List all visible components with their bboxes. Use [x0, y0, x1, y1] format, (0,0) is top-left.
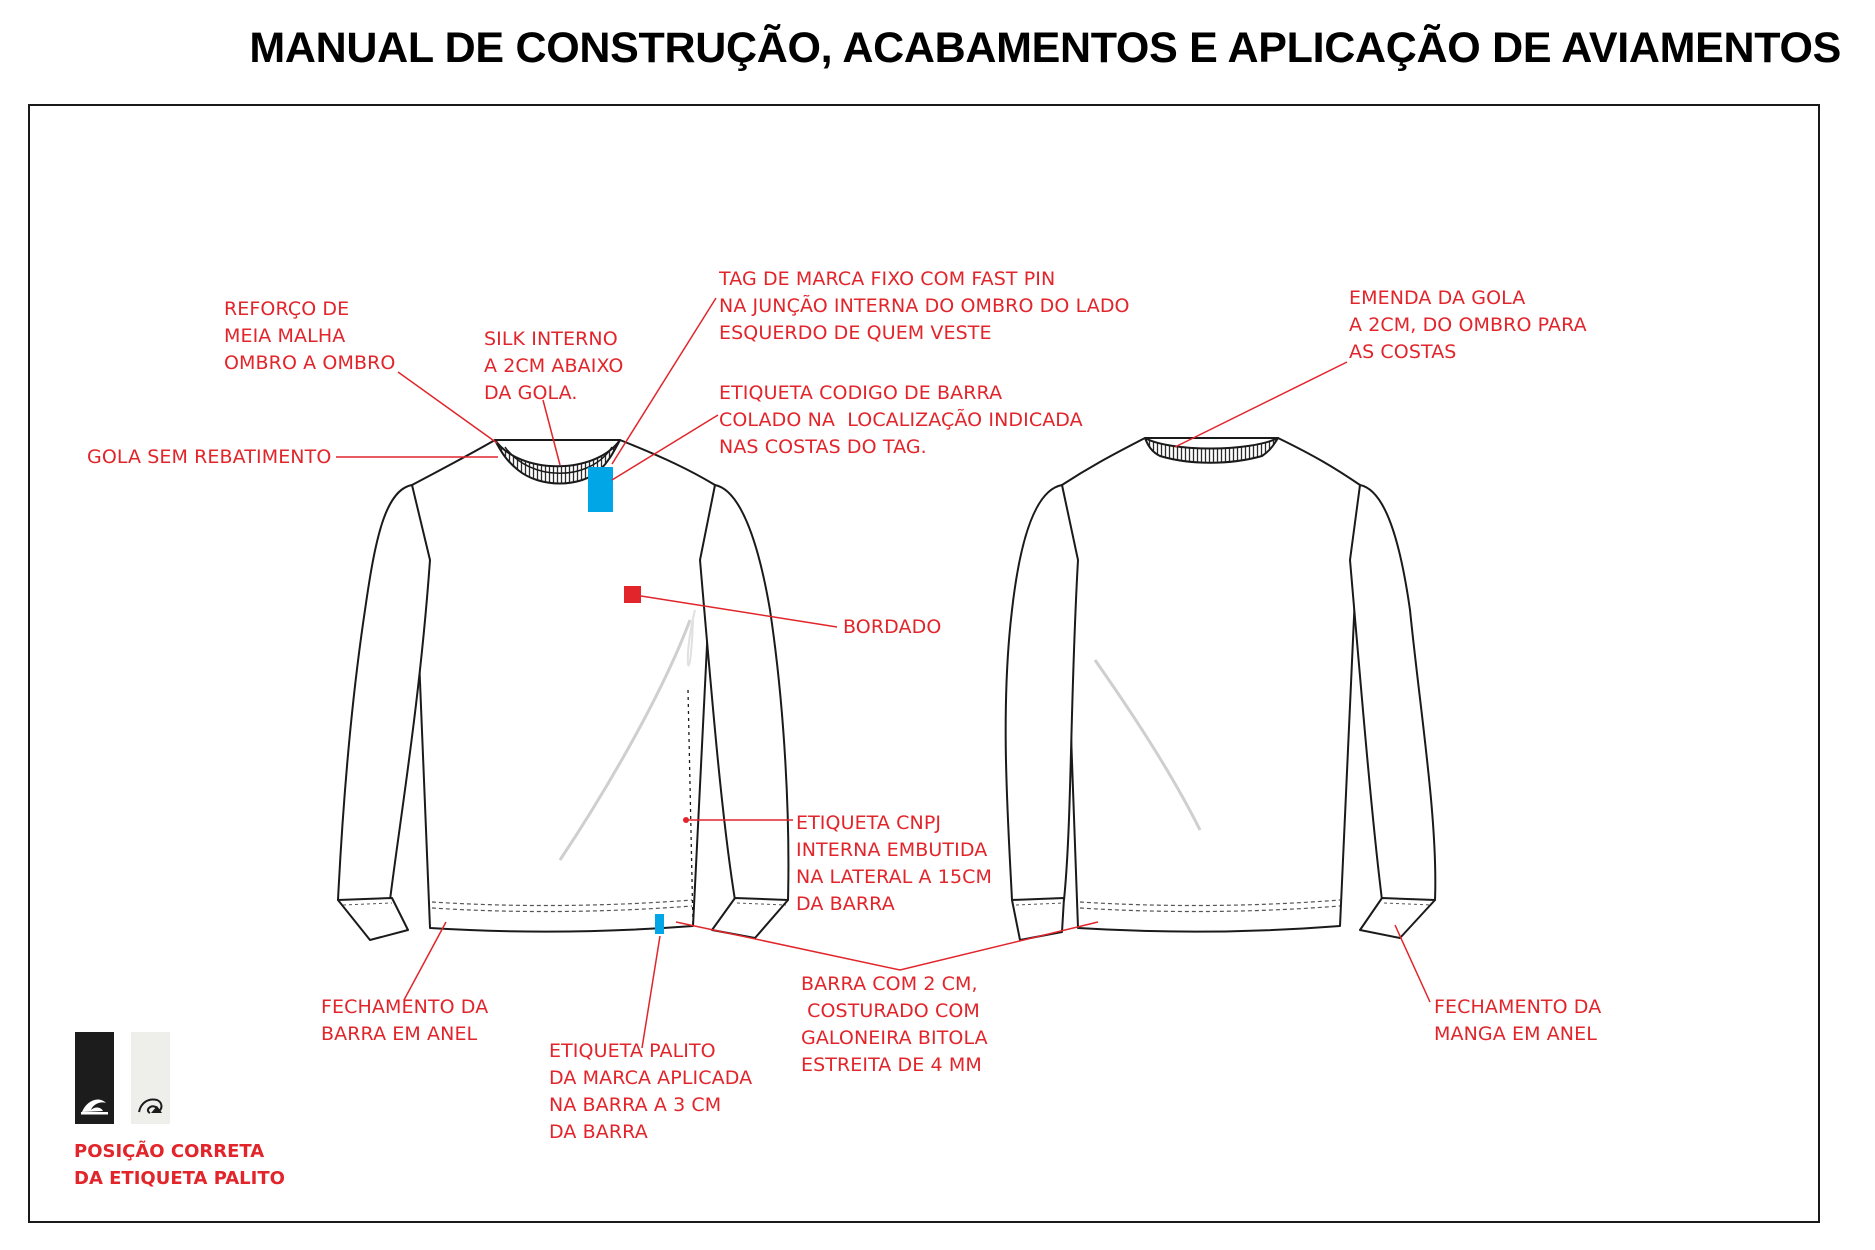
annotation-gola: GOLA SEM REBATIMENTO: [87, 446, 332, 468]
annotation-reforco: REFORÇO DE MEIA MALHA OMBRO A OMBRO: [224, 298, 396, 374]
embroidery-mark: [624, 586, 641, 603]
annotation-etiqueta-palito: ETIQUETA PALITO DA MARCA APLICADA NA BARRA A 3 CM DA BARRA: [549, 1040, 753, 1143]
back-left-sleeve: [1006, 485, 1078, 902]
page-title: MANUAL DE CONSTRUÇÃO, ACABAMENTOS E APLICAÇÃO DE AVIAMENTOS: [249, 24, 1841, 72]
back-view: [1006, 438, 1436, 940]
front-left-cuff: [338, 898, 408, 940]
annotation-etiqueta-cnpj: ETIQUETA CNPJ INTERNA EMBUTIDA NA LATERAL A 15CM DA BARRA: [796, 812, 993, 915]
leader-emenda: [1175, 362, 1347, 447]
palito-label-dark-swatch: [75, 1032, 114, 1124]
palito-label-light-swatch: [131, 1032, 170, 1124]
front-body: [412, 440, 715, 932]
leader-fechamento-manga: [1395, 925, 1430, 1002]
brand-tag: [588, 467, 613, 512]
brand-logo-icon: [79, 1094, 110, 1116]
annotation-bordado: BORDADO: [843, 616, 942, 638]
leader-palito: [642, 936, 660, 1048]
leader-reforco: [398, 372, 497, 443]
annotation-etiqueta-codigo: ETIQUETA CODIGO DE BARRA COLADO NA LOCALIZAÇÃO INDICADA NAS COSTAS DO TAG.: [719, 382, 1083, 458]
back-body: [1062, 438, 1360, 932]
leader-fechamento-barra: [404, 922, 446, 1000]
annotation-barra: BARRA COM 2 CM, COSTURADO COM GALONEIRA BITOLA ESTREITA DE 4 MM: [801, 973, 988, 1076]
annotation-tag-marca: TAG DE MARCA FIXO COM FAST PIN NA JUNÇÃO INTERNA DO OMBRO DO LADO ESQUERDO DE QUEM VESTE: [719, 268, 1130, 344]
annotation-silk: SILK INTERNO A 2CM ABAIXO DA GOLA.: [484, 328, 624, 404]
back-left-cuff: [1012, 898, 1064, 940]
leader-tag-marca: [612, 298, 716, 464]
front-right-sleeve: [700, 485, 788, 902]
brand-logo-icon: [135, 1094, 166, 1116]
annotation-fechamento-barra: FECHAMENTO DA BARRA EM ANEL: [321, 996, 489, 1045]
front-view: [338, 440, 788, 940]
palito-label: [655, 914, 664, 934]
back-right-sleeve: [1350, 485, 1435, 902]
annotation-emenda-gola: EMENDA DA GOLA A 2CM, DO OMBRO PARA AS COSTAS: [1349, 287, 1587, 363]
front-left-sleeve: [338, 485, 430, 902]
annotation-fechamento-manga: FECHAMENTO DA MANGA EM ANEL: [1434, 996, 1602, 1045]
legend-caption: POSIÇÃO CORRETA DA ETIQUETA PALITO: [74, 1141, 285, 1189]
